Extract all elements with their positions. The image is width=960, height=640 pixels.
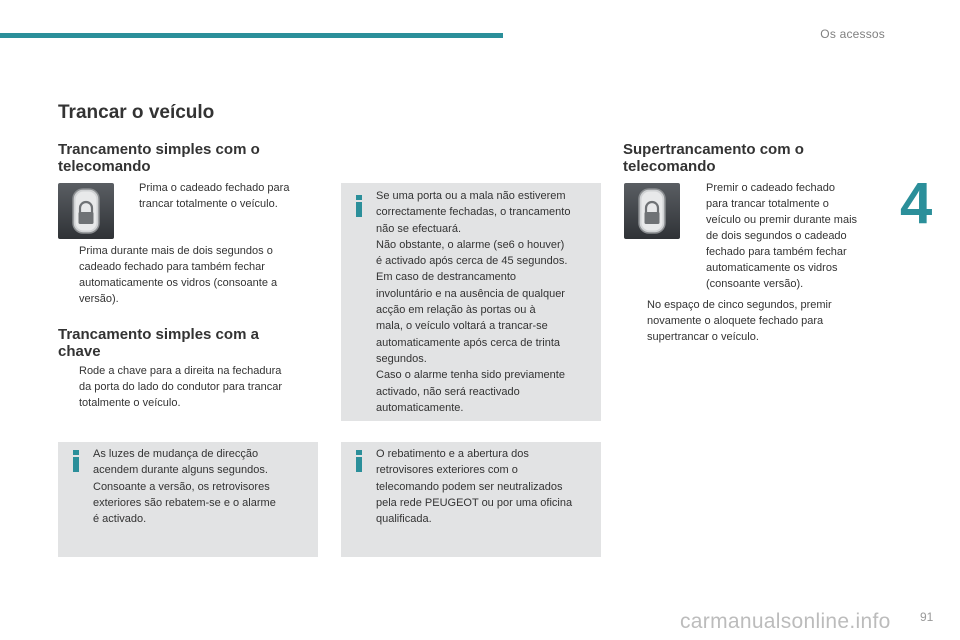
info-icon	[353, 195, 365, 217]
lock-closed-icon	[58, 183, 114, 239]
heading-remote-locking: Trancamento simples com o telecomando	[58, 141, 260, 175]
bullet-deadlock-2: No espaço de cinco segundos, premir novamente o aloquete fechado para supertrancar o veículo.	[647, 299, 832, 343]
page-title: Trancar o veículo	[58, 102, 215, 123]
heading-deadlocking: Supertrancamento com o telecomando	[623, 141, 804, 175]
header-accent-bar	[0, 33, 503, 38]
heading-key-locking: Trancamento simples com a chave	[58, 326, 259, 360]
bullet-remote-2: Prima durante mais de dois segundos o cadeado fechado para também fechar automaticamente os vidros (consoante a versão).	[79, 245, 278, 305]
info-icon	[353, 450, 365, 472]
bullet-remote-1: Prima o cadeado fechado para trancar totalmente o veículo.	[139, 182, 290, 210]
info-box-mirrors: O rebatimento e a abertura dos retrovisores exteriores com o telecomando podem ser neutralizados pela rede PEUGEOT ou por uma oficina qualificada.	[341, 442, 601, 557]
section-header: Os acessos	[820, 27, 885, 41]
bullet-deadlock-1: Premir o cadeado fechado para trancar totalmente o veículo ou premir durante mais de dois segundos o cadeado fechado para também fechar automaticamente os vidros (consoante versão).	[706, 182, 858, 290]
page-number: 91	[920, 610, 934, 624]
watermark: carmanualsonline.info	[680, 610, 891, 633]
lock-closed-icon	[624, 183, 680, 239]
chapter-number: 4	[900, 171, 933, 236]
info-box-doors-alarm: Se uma porta ou a mala não estiverem correctamente fechadas, o trancamento não se efectuará. Não obstante, o alarme (se6 o houver) é activado após cerca de 45 segundos. Em caso de destrancamento involuntário e na ausência de qualquer acção em relação às portas ou à mala, o veículo voltará a trancar-se automaticamente após cerca de trinta segundos. Caso o alarme tenha sido previamente activado, não será reactivado automaticamente.	[341, 183, 601, 421]
bullet-key-1: Rode a chave para a direita na fechadura da porta do lado do condutor para trancar totalmente o veículo.	[79, 365, 283, 409]
info-icon	[70, 450, 82, 472]
info-box-indicators: As luzes de mudança de direcção acendem durante alguns segundos. Consoante a versão, os retrovisores exteriores são rebatem-se e o alarme é activado.	[58, 442, 318, 557]
